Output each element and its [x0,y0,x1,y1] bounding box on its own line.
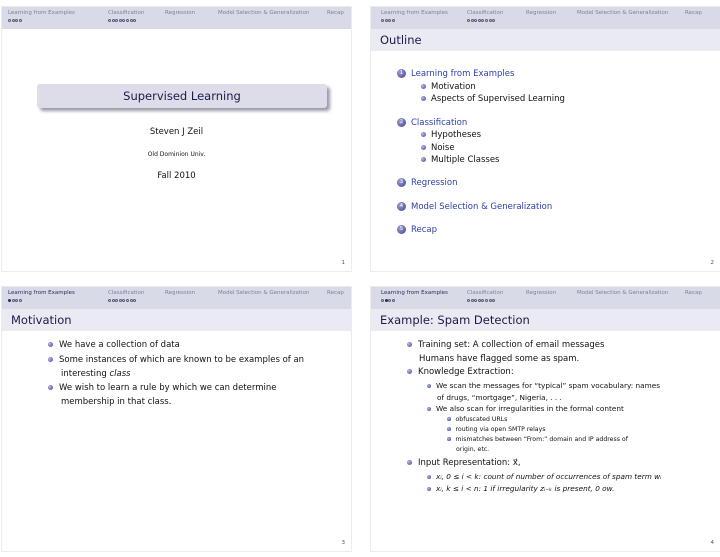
nav-link-regression[interactable]: Regression [165,10,196,16]
nav-link-model-selection[interactable]: Model Selection & Generalization [577,290,669,296]
bullet-item [407,457,521,470]
sub-sub-bullet-item [447,426,545,433]
nav-link-classification[interactable]: Classification [108,290,145,296]
nav-link-recap[interactable]: Recap [685,290,702,296]
bullet-text: xᵢ, 0 ≤ i < k: count of number of occurrences of spam term wᵢ [436,472,662,481]
nav-link-regression[interactable]: Regression [165,290,196,296]
nav-link-recap[interactable]: Recap [327,10,344,16]
page-number: 1 [341,260,345,266]
nav-link-classification[interactable]: Classification [467,10,504,16]
nav-link-regression[interactable]: Regression [526,290,557,296]
bullet-text: Knowledge Extraction: [418,367,514,377]
sub-bullet-item [427,404,624,413]
author-name: Steven J Zeil [149,127,204,137]
bullet-icon [427,487,431,491]
outline-section-2[interactable] [397,118,467,128]
bullet-text: Training set: A collection of email messages [418,340,605,350]
nav-link-model-selection[interactable]: Model Selection & Generalization [218,290,310,296]
nav-dots-classification[interactable] [467,18,496,24]
subsection-label: Noise [431,143,455,153]
nav-link-classification[interactable]: Classification [467,290,504,296]
bullet-text: We wish to learn a rule by which we can determine [59,383,277,393]
outline-section-5[interactable] [397,225,437,235]
subsection-label: Motivation [431,82,476,92]
bullet-text: We also scan for irregularities in the formal content [436,404,624,413]
bullet-icon [447,417,451,421]
section-label: Model Selection & Generalization [411,202,553,212]
outline-subsection[interactable] [421,143,455,153]
bullet-item [407,339,604,352]
bullet-text: Some instances of which are known to be examples of an [59,355,305,365]
bullet-icon [421,157,426,162]
page-number: 3 [341,540,345,546]
section-label: Classification [411,118,468,128]
frame-title: Example: Spam Detection [371,309,720,331]
bullet-icon [407,460,412,465]
sub-sub-bullet-continuation: origin, etc. [456,446,490,453]
slide-title [1,6,352,272]
nav-link-classification[interactable]: Classification [108,10,145,16]
bullet-text: routing via open SMTP relays [455,426,546,433]
bullet-icon [48,342,53,347]
bullet-text: xᵢ, k ≤ i < n: 1 if irregularity zᵢ₋ₖ is present, 0 ow. [436,484,615,493]
bullet-icon [427,475,431,479]
slide-motivation [1,286,352,552]
frame-title: Motivation [2,309,351,331]
subsection-label: Multiple Classes [431,155,500,165]
institution: Old Dominion Univ. [147,151,206,158]
nav-dots-learning[interactable] [381,18,395,24]
bullet-text: We scan the messages for “typical” spam vocabulary: names [436,381,661,390]
nav-bar [371,287,720,309]
date: Fall 2010 [157,171,196,181]
bullet-item [48,339,180,352]
bullet-item [48,354,304,367]
outline-subsection[interactable] [421,82,476,92]
bullet-icon [427,407,431,411]
section-number-ball: 5 [397,225,406,234]
nav-link-model-selection[interactable]: Model Selection & Generalization [218,10,310,16]
bullet-item [48,382,276,395]
slide-outline [370,6,720,272]
page-number: 4 [710,540,714,546]
page-number: 2 [710,260,714,266]
nav-link-recap[interactable]: Recap [685,10,702,16]
sub-bullet-item [427,484,614,493]
nav-link-learning[interactable]: Learning from Examples [381,10,448,16]
bullet-icon [421,84,426,89]
nav-link-recap[interactable]: Recap [327,290,344,296]
outline-section-4[interactable] [397,202,552,212]
section-number-ball: 2 [397,118,406,127]
nav-dots-learning[interactable] [8,298,22,304]
section-number-ball: 4 [397,202,406,211]
bullet-icon [407,369,412,374]
outline-section-1[interactable] [397,69,514,79]
outline-section-3[interactable] [397,178,458,188]
bullet-icon [48,357,53,362]
bullet-text: obfuscated URLs [455,416,508,423]
bullet-text: mismatches between “From:” domain and IP address of [455,436,628,443]
nav-bar [371,7,720,29]
outline-subsection[interactable] [421,130,481,140]
nav-dots-learning[interactable] [381,298,395,304]
bullet-text: Input Representation: x⃗, [418,458,521,468]
slide-spam-detection [370,286,720,552]
bullet-continuation: Humans have flagged some as spam. [419,354,580,364]
bullet-text: interesting [61,369,107,379]
section-label: Recap [411,225,438,235]
outline-subsection[interactable] [421,155,500,165]
bullet-text: We have a collection of data [59,340,180,350]
outline-subsection[interactable] [421,94,565,104]
nav-link-learning[interactable]: Learning from Examples [381,290,448,296]
nav-link-learning[interactable]: Learning from Examples [8,290,75,296]
sub-bullet-item [427,381,660,390]
nav-link-model-selection[interactable]: Model Selection & Generalization [577,10,669,16]
nav-dots-classification[interactable] [108,18,137,24]
bullet-icon [407,342,412,347]
nav-link-regression[interactable]: Regression [526,10,557,16]
nav-link-learning[interactable]: Learning from Examples [8,10,75,16]
bullet-icon [48,385,53,390]
sub-sub-bullet-item [447,416,507,423]
bullet-icon [447,427,451,431]
bullet-icon [421,132,426,137]
sub-bullet-continuation: of drugs, “mortgage”, Nigeria, . . . [437,393,562,402]
subsection-label: Hypotheses [431,130,482,140]
emphasis-text: class [109,369,131,379]
bullet-icon [427,384,431,388]
nav-bar [2,287,351,309]
bullet-icon [421,96,426,101]
section-number-ball: 1 [397,69,406,78]
subsection-label: Aspects of Supervised Learning [431,94,565,104]
bullet-continuation: membership in that class. [61,397,172,407]
section-label: Learning from Examples [411,69,515,79]
presentation-title: Supervised Learning [37,84,327,108]
nav-dots-classification[interactable] [108,298,137,304]
sub-bullet-item [427,472,661,481]
nav-dots-classification[interactable] [467,298,496,304]
nav-dots-learning[interactable] [8,18,22,24]
bullet-continuation [61,369,131,379]
bullet-icon [421,145,426,150]
bullet-item [407,366,514,379]
sub-sub-bullet-item [447,436,628,443]
bullet-icon [447,437,451,441]
section-number-ball: 3 [397,178,406,187]
nav-bar [2,7,351,29]
section-label: Regression [411,178,458,188]
frame-title: Outline [371,29,720,51]
